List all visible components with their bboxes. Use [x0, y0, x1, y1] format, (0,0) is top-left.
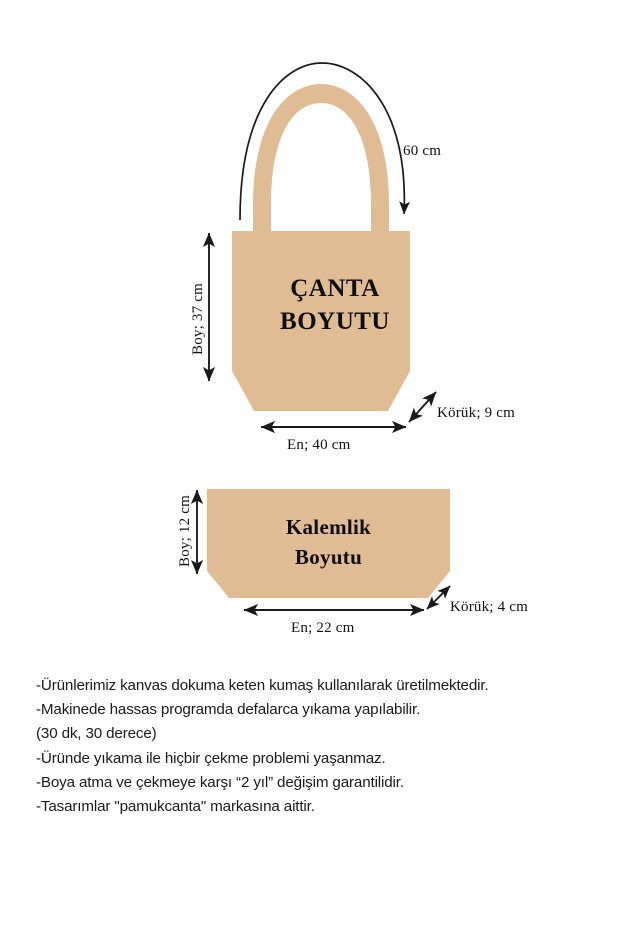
pencil-case-width-label: En; 22 cm [291, 620, 355, 636]
note-line: (30 dk, 30 derece) [36, 725, 157, 743]
bag-width-label: En; 40 cm [287, 437, 351, 453]
note-line: -Ürünlerimiz kanvas dokuma keten kumaş kullanılarak üretilmektedir. [36, 677, 489, 694]
pencil-case-title-line1: Kalemlik [285, 515, 372, 539]
handle-length-label: 60 cm [403, 143, 442, 159]
pencil-case-title-line2: Boyutu [294, 545, 363, 569]
note-line: -Tasarımlar "pamukcanta" markasına aittir. [36, 798, 315, 816]
tote-bag-graphic [232, 84, 410, 411]
pencil-case-size-title [207, 512, 450, 572]
note-line: -Makinede hassas programda defalarca yıkama yapılabilir. [36, 701, 421, 719]
bag-size-title [232, 272, 438, 338]
bag-height-label: Boy; 37 cm [190, 283, 206, 355]
product-notes-block [36, 674, 596, 819]
bag-gusset-arrow [409, 392, 436, 422]
note-line: -Boya atma ve çekmeye karşı “2 yıl” değişim garantilidir. [36, 773, 404, 791]
bag-gusset-label: Körük; 9 cm [437, 405, 516, 421]
bag-handle [253, 84, 389, 232]
note-line: -Üründe yıkama ile hiçbir çekme problemi yaşanmaz. [36, 749, 386, 767]
pencil-case-height-label: Boy; 12 cm [177, 495, 193, 567]
bag-size-title-line2: BOYUTU [280, 308, 390, 335]
bag-size-title-line1: ÇANTA [290, 275, 380, 302]
pencil-case-gusset-label: Körük; 4 cm [450, 599, 529, 615]
